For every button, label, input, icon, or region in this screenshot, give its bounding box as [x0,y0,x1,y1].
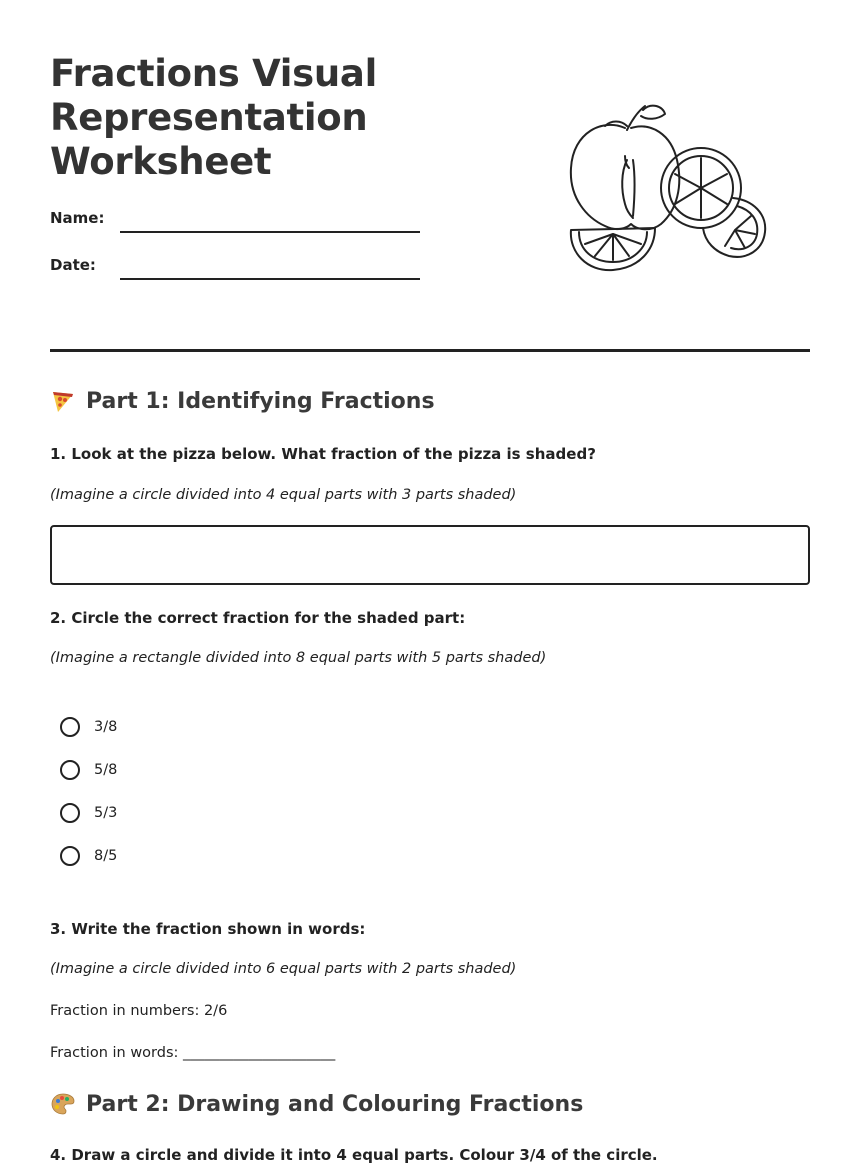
palette-icon [50,1091,76,1117]
title-line-1: Fractions Visual [50,52,377,95]
question-1: 1. Look at the pizza below. What fraction of the pizza is shaded? [50,445,596,463]
radio-button[interactable] [60,846,80,866]
question-4: 4. Draw a circle and divide it into 4 equal parts. Colour 3/4 of the circle. [50,1146,658,1164]
part2-heading [50,1091,583,1117]
name-field[interactable] [120,231,420,233]
radio-button[interactable] [60,717,80,737]
radio-button[interactable] [60,803,80,823]
option-8-5[interactable] [60,846,117,866]
option-label: 5/8 [94,762,118,778]
question-2-note: (Imagine a rectangle divided into 8 equal parts with 5 parts shaded) [50,650,547,666]
question-2: 2. Circle the correct fraction for the shaded part: [50,609,466,627]
option-5-8[interactable] [60,760,117,780]
radio-button[interactable] [60,760,80,780]
question-3: 3. Write the fraction shown in words: [50,920,366,938]
date-label: Date: [50,256,96,274]
question-1-note: (Imagine a circle divided into 4 equal parts with 3 parts shaded) [50,487,517,503]
fraction-in-words: Fraction in words: _____________________ [50,1045,336,1061]
answer-input-q1[interactable] [50,525,810,585]
option-3-8[interactable] [60,717,117,737]
option-label: 8/5 [94,848,118,864]
option-5-3[interactable] [60,803,117,823]
page-title [50,52,470,184]
fraction-in-numbers: Fraction in numbers: 2/6 [50,1003,228,1019]
fruit-illustration [565,100,775,285]
date-field[interactable] [120,278,420,280]
part2-heading-text: Part 2: Drawing and Colouring Fractions [86,1091,584,1117]
name-label: Name: [50,209,105,227]
question-3-note: (Imagine a circle divided into 6 equal parts with 2 parts shaded) [50,961,517,977]
option-label: 5/3 [94,805,118,821]
part1-heading [50,388,435,414]
section-divider [50,349,810,352]
pizza-icon [50,388,76,414]
title-line-3: Worksheet [50,140,272,183]
option-label: 3/8 [94,719,118,735]
title-line-2: Representation [50,96,368,139]
part1-heading-text: Part 1: Identifying Fractions [86,388,435,414]
